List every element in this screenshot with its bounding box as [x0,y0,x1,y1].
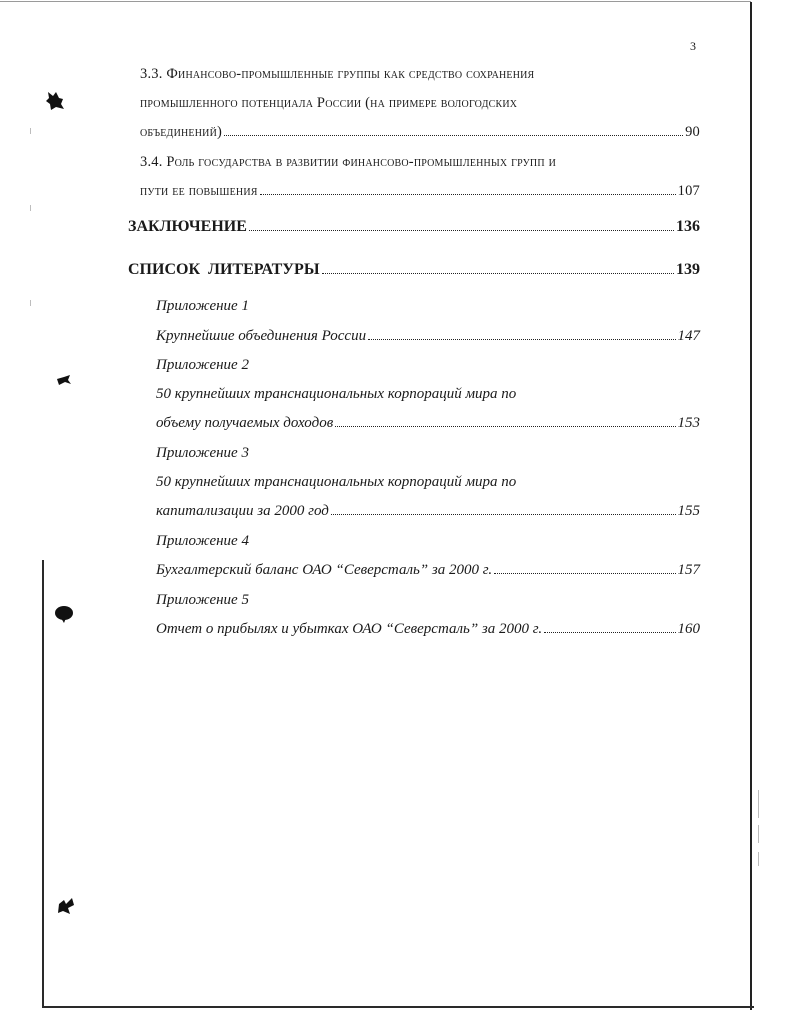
toc-appendix-2[interactable] [156,415,700,432]
scan-edge-mark [758,852,759,866]
appendix-3-title-line1: 50 крупнейших транснациональных корпораций мира по [156,474,517,490]
toc-entry-3-3-line3: объединений) [140,124,223,140]
toc-conclusion[interactable] [128,218,700,236]
appendix-2-title-line2: объему получаемых доходов [156,415,334,431]
scan-edge-mark [758,790,759,818]
ink-blot-icon [56,374,72,386]
appendix-3-title-line2: капитализации за 2000 год [156,503,329,519]
toc-appendix-5[interactable] [156,621,700,638]
appendix-4-label: Приложение 4 [156,533,249,549]
dot-leader [322,273,674,274]
toc-entry-3-3-line2: промышленного потенциала России (на примере вологодских [140,95,518,111]
toc-appendix-1[interactable] [156,328,700,345]
scan-right-edge [750,2,752,1010]
appendix-5-label: Приложение 5 [156,592,249,608]
appendix-5-title: Отчет о прибылях и убытках ОАО “Северсталь” за 2000 г. [156,621,543,637]
scan-edge-mark [30,128,31,134]
scan-left-edge [42,560,44,1007]
toc-appendix-3[interactable] [156,503,700,520]
scan-edge-mark [30,205,31,211]
appendix-3-label: Приложение 3 [156,445,249,461]
dot-leader [249,230,674,231]
toc-appendix-4[interactable] [156,562,700,579]
appendix-2-label: Приложение 2 [156,357,249,373]
appendix-4-page: 157 [677,562,700,578]
appendix-1-title: Крупнейшие объединения России [156,328,367,344]
ink-blot-icon [54,604,74,624]
dot-leader [335,426,675,427]
appendix-5-page: 160 [677,621,700,637]
dot-leader [224,135,683,136]
toc-entry-3-4[interactable] [140,183,700,200]
toc-bibliography-page: 139 [676,261,700,278]
toc-conclusion-title: ЗАКЛЮЧЕНИЕ [128,218,247,235]
scan-bottom-edge [42,1006,754,1008]
toc-entry-3-3-line1: 3.3. Финансово-промышленные группы как средство сохранения [140,66,535,82]
ink-blot-icon [44,90,66,112]
toc-entry-3-3-page: 90 [685,124,700,140]
appendix-1-label: Приложение 1 [156,298,249,314]
dot-leader [494,573,675,574]
dot-leader [368,339,675,340]
appendix-4-title: Бухгалтерский баланс ОАО “Северсталь” за 2000 г. [156,562,493,578]
dot-leader [331,514,676,515]
ink-blot-icon [56,896,76,916]
scan-top-edge [0,1,751,2]
toc-entry-3-4-line2: пути ее повышения [140,183,258,199]
toc-conclusion-page: 136 [676,218,700,235]
scan-edge-mark [758,825,759,843]
toc-entry-3-3[interactable] [140,124,700,141]
appendix-1-page: 147 [677,328,700,344]
appendix-3-page: 155 [677,503,700,519]
toc-entry-3-4-line1: 3.4. Роль государства в развитии финансово-промышленных групп и [140,154,557,170]
toc-bibliography[interactable] [128,261,700,279]
page-number: 3 [690,39,696,53]
dot-leader [544,632,675,633]
scan-edge-mark [30,300,31,306]
toc-bibliography-title: СПИСОК ЛИТЕРАТУРЫ [128,261,320,278]
dot-leader [260,194,676,195]
appendix-2-title-line1: 50 крупнейших транснациональных корпораций мира по [156,386,517,402]
toc-entry-3-4-page: 107 [677,183,700,199]
appendix-2-page: 153 [677,415,700,431]
